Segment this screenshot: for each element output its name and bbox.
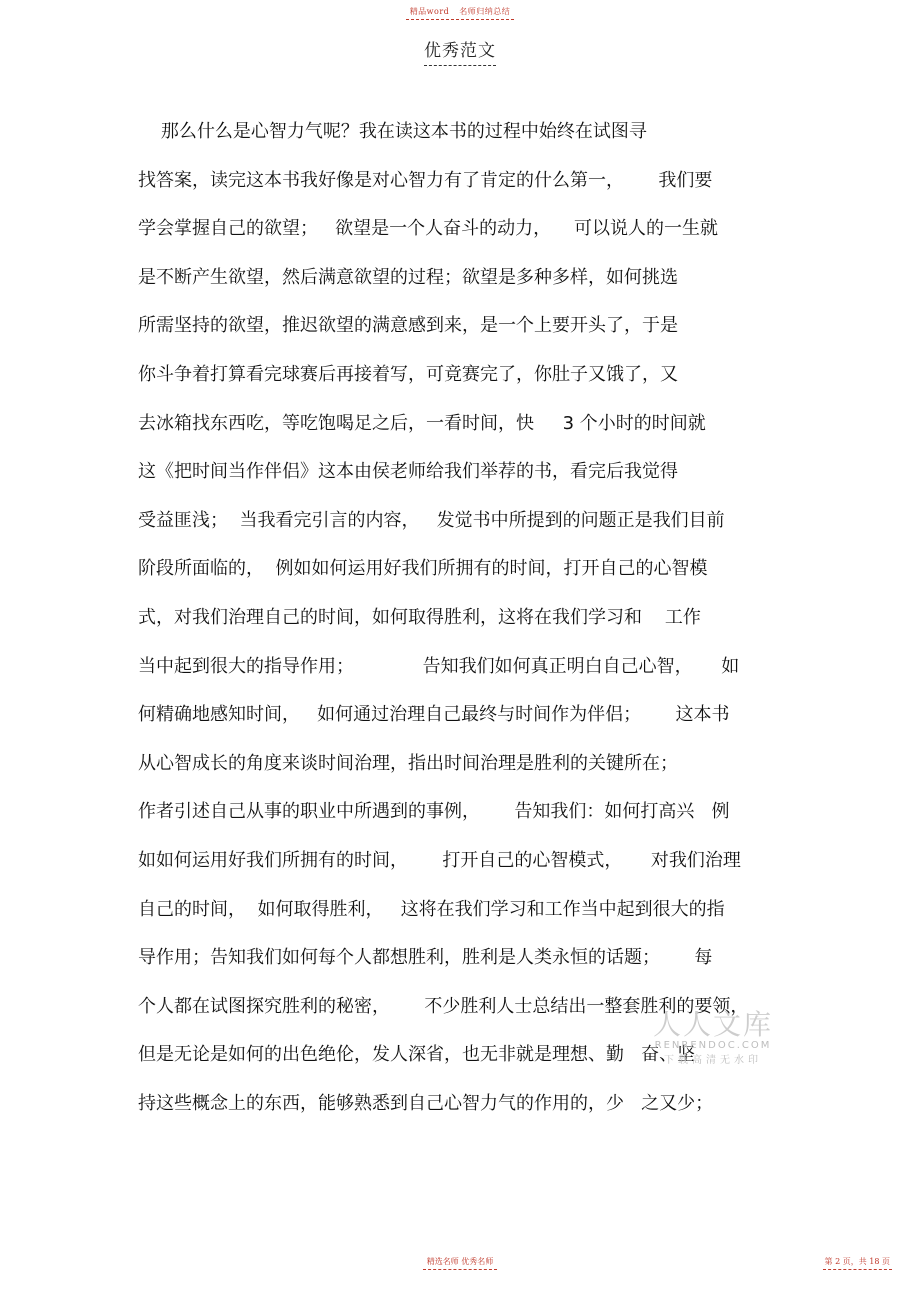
footer-right-label: 优秀名师 — [461, 1257, 494, 1266]
body-line: 那么什么是心智力气呢？我在读这本书的过程中始终在试图寻 — [138, 121, 647, 142]
body-line: 持这些概念上的东西，能够熟悉到自己心智力气的作用的，少 之又少； — [138, 1092, 714, 1114]
document-title — [0, 36, 920, 66]
body-line: 式，对我们治理自己的时间，如何取得胜利，这将在我们学习和 工作 — [138, 606, 701, 628]
body-line: 当中起到很大的指导作用； 告知我们如何真正明白自己心智， 如 — [138, 655, 740, 677]
footer-left-label: 精选名师 — [426, 1257, 459, 1266]
page-number-text: 第 2 页，共 18 页 — [823, 1256, 892, 1270]
body-line: 从心智成长的角度来谈时间治理，指出时间治理是胜利的关键所在； — [138, 752, 678, 774]
watermark — [648, 1010, 778, 1066]
body-line: 个人都在试图探究胜利的秘密， 不少胜利人士总结出一整套胜利的要领， — [138, 995, 749, 1017]
body-line: 去冰箱找东西吃，等吃饱喝足之后，一看时间，快 3 个小时的时间就 — [138, 412, 706, 434]
body-line: 阶段所面临的， 例如如何运用好我们所拥有的时间，打开自己的心智模 — [138, 558, 708, 580]
body-line: 自己的时间， 如何取得胜利， 这将在我们学习和工作当中起到很大的指 — [138, 898, 725, 920]
body-text — [138, 118, 798, 1138]
page-header — [0, 6, 920, 20]
document-title-text: 优秀范文 — [424, 36, 496, 66]
body-line: 何精确地感知时间， 如何通过治理自己最终与时间作为伴侣； 这本书 — [138, 704, 730, 726]
body-line: 作者引述自己从事的职业中所遇到的事例， 告知我们：如何打高兴 例 — [138, 801, 730, 823]
body-line: 是不断产生欲望，然后满意欲望的过程；欲望是多种多样，如何挑选 — [138, 266, 678, 288]
page-number — [823, 1256, 892, 1270]
watermark-sub: 下载高清无水印 — [664, 1055, 762, 1066]
body-line: 学会掌握自己的欲望； 欲望是一个人奋斗的动力， 可以说人的一生就 — [138, 218, 719, 240]
header-right-label: 名师归纳总结 — [459, 7, 511, 16]
page-footer — [0, 1256, 920, 1270]
body-line: 如如何运用好我们所拥有的时间， 打开自己的心智模式， 对我们治理 — [138, 849, 741, 871]
header-left-label: 精品word — [409, 7, 450, 16]
body-line: 所需坚持的欲望，推迟欲望的满意感到来，是一个上要开头了，于是 — [138, 315, 678, 337]
body-line: 但是无论是如何的出色绝伦，发人深省，也无非就是理想、勤 奋、坚 — [138, 1044, 696, 1066]
body-line: 这《把时间当作伴侣》这本由侯老师给我们举荐的书，看完后我觉得 — [138, 461, 678, 483]
watermark-url: RENRENDOC.COM — [654, 1040, 772, 1051]
body-line: 你斗争着打算看完球赛后再接着写，可竟赛完了，你肚子又饿了，又 — [138, 363, 678, 385]
body-line: 找答案，读完这本书我好像是对心智力有了肯定的什么第一， 我们要 — [138, 169, 713, 191]
watermark-main: 人人文库 — [652, 1008, 773, 1041]
body-line: 导作用；告知我们如何每个人都想胜利，胜利是人类永恒的话题； 每 — [138, 947, 713, 969]
body-line: 受益匪浅； 当我看完引言的内容， 发觉书中所提到的问题正是我们目前 — [138, 509, 725, 531]
